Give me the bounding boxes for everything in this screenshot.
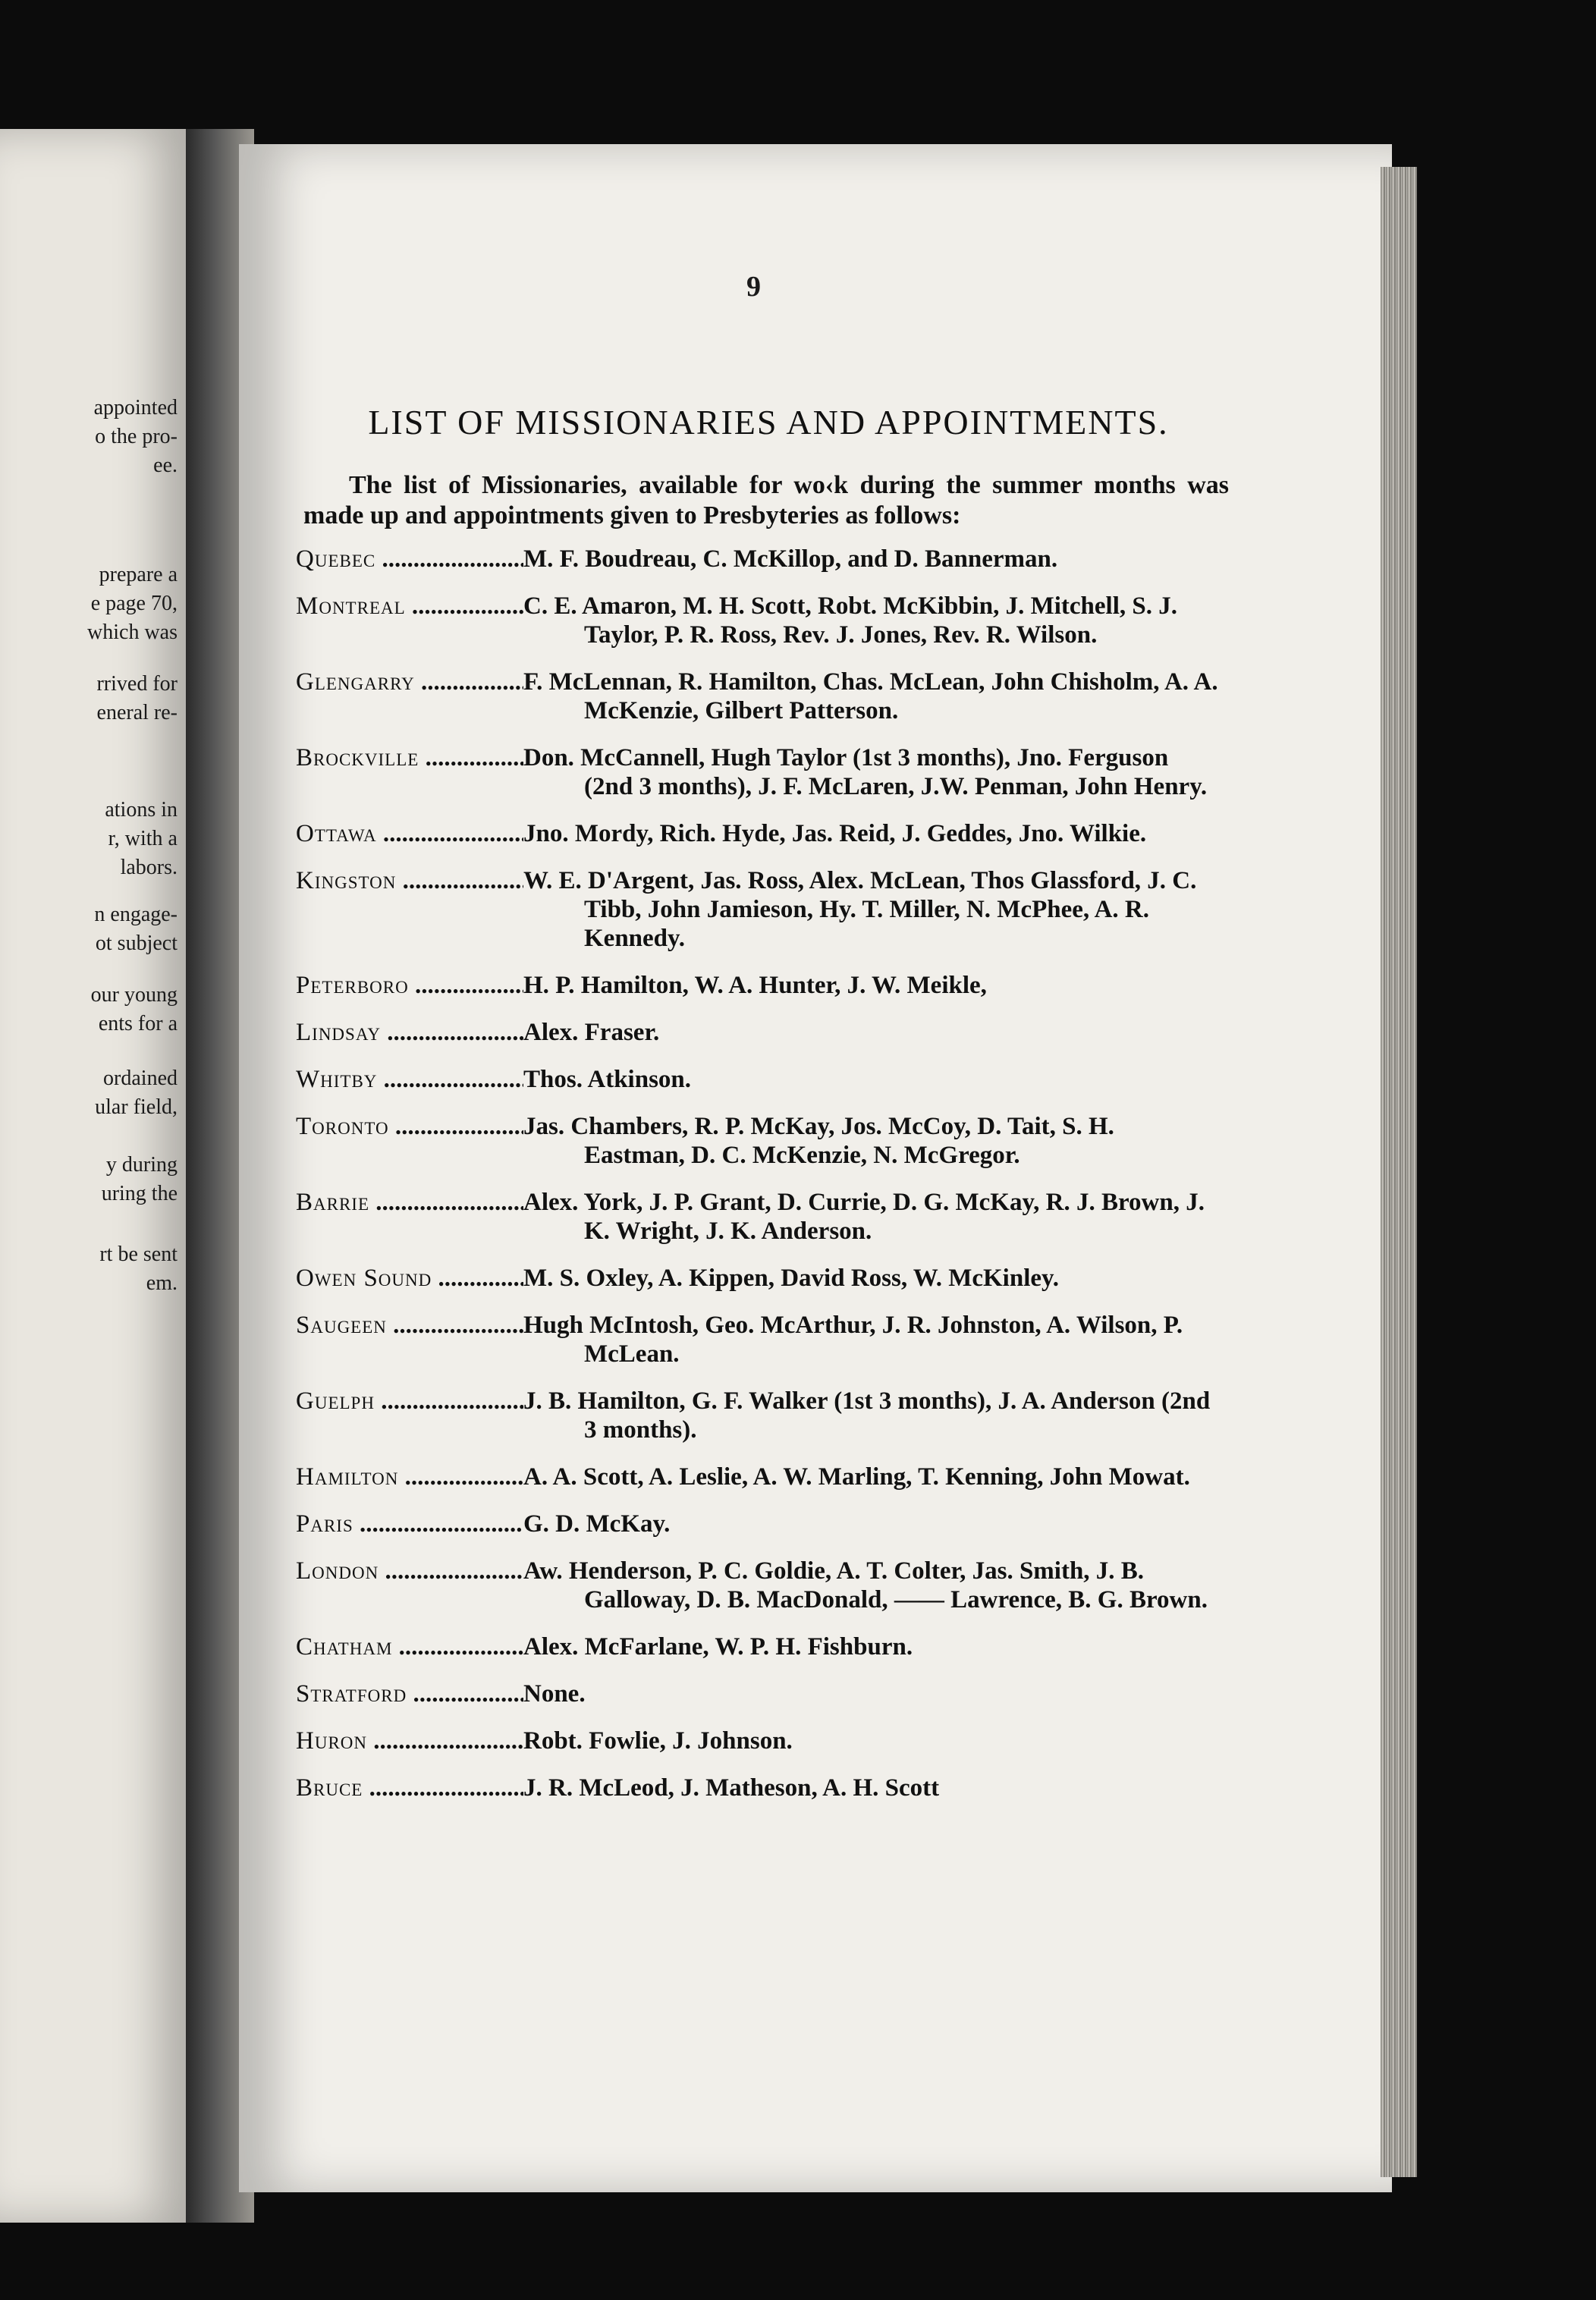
missionary-names: Don. McCannell, Hugh Taylor (1st 3 months), Jno. Ferguson (2nd 3 months), J. F. McLaren, J.W. Penman, John Henry. (523, 744, 1208, 800)
presbytery-name: Peterboro ..... (296, 971, 523, 1000)
left-page (0, 129, 190, 2223)
list-item (296, 1679, 1221, 1708)
list-item (296, 866, 1221, 953)
left-page-text: r, with a (108, 827, 178, 850)
presbytery-name: Chatham ..... (296, 1632, 523, 1661)
list-item (296, 1632, 1221, 1661)
list-item (296, 1510, 1221, 1538)
list-item (296, 1065, 1221, 1094)
left-page-text: e page 70, (90, 592, 178, 615)
list-item (296, 743, 1221, 801)
left-page-text: o the pro- (95, 425, 178, 448)
list-item (296, 1311, 1221, 1368)
presbytery-name: Glengarry ..... (296, 668, 523, 725)
presbytery-name: Saugeen ..... (296, 1311, 523, 1368)
missionary-names: A. A. Scott, A. Leslie, A. W. Marling, T. Kenning, John Mowat. (523, 1463, 1190, 1491)
left-page-text: ents for a (98, 1012, 178, 1035)
list-item (296, 1463, 1221, 1491)
list-item (296, 1774, 1221, 1802)
presbytery-name: Huron ..... (296, 1727, 523, 1755)
missionary-names: J. B. Hamilton, G. F. Walker (1st 3 months), J. A. Anderson (2nd 3 months). (523, 1387, 1211, 1444)
page-heading: LIST OF MISSIONARIES AND APPOINTMENTS. (368, 403, 1169, 441)
intro-paragraph: The list of Missionaries, available for wo‹k during the summer months was made up and appointments given to Presbyteries as follows: (303, 471, 1229, 529)
left-page-text: y during (105, 1153, 178, 1177)
left-page-text: appointed (93, 396, 178, 419)
presbytery-name: Paris ..... (296, 1510, 523, 1538)
presbytery-name: Whitby ..... (296, 1065, 523, 1094)
presbytery-name: Owen Sound ..... (296, 1264, 523, 1293)
missionary-names: Robt. Fowlie, J. Johnson. (523, 1727, 793, 1755)
presbytery-name: Bruce ..... (296, 1774, 523, 1802)
list-item (296, 819, 1221, 848)
presbytery-name: London ..... (296, 1557, 523, 1614)
list-item (296, 592, 1221, 649)
left-page-text: n engage- (94, 903, 178, 926)
left-page-text: ee. (153, 454, 178, 477)
presbytery-name: Stratford ..... (296, 1679, 523, 1708)
left-page-text: ular field, (95, 1095, 178, 1119)
presbytery-name: Guelph ..... (296, 1387, 523, 1444)
missionary-names: Alex. York, J. P. Grant, D. Currie, D. G. McKay, R. J. Brown, J. K. Wright, J. K. Anderson. (523, 1189, 1205, 1245)
missionary-names: Alex. Fraser. (523, 1019, 660, 1046)
list-item (296, 1727, 1221, 1755)
presbytery-name: Brockville ..... (296, 743, 523, 801)
missionary-names: None. (523, 1680, 586, 1708)
missionary-names: G. D. McKay. (523, 1510, 671, 1538)
missionary-names: H. P. Hamilton, W. A. Hunter, J. W. Meikle, (523, 972, 987, 999)
left-page-text: em. (146, 1271, 178, 1295)
list-item (296, 1018, 1221, 1047)
presbytery-name: Ottawa ..... (296, 819, 523, 848)
presbytery-name: Barrie ..... (296, 1188, 523, 1246)
page-number: 9 (746, 271, 761, 303)
list-item (296, 668, 1221, 725)
page-edges (1381, 167, 1417, 2177)
left-page-text: rrived for (96, 672, 178, 696)
missionary-names: M. F. Boudreau, C. McKillop, and D. Bannerman. (523, 545, 1058, 573)
missionary-names: Thos. Atkinson. (523, 1066, 692, 1093)
left-page-text: ordained (103, 1067, 178, 1090)
left-page-text: eneral re- (96, 701, 178, 724)
left-page-text: rt be sent (99, 1243, 178, 1266)
left-page-text: ot subject (95, 932, 178, 955)
list-item (296, 1188, 1221, 1246)
missionary-names: C. E. Amaron, M. H. Scott, Robt. McKibbin, J. Mitchell, S. J. Taylor, P. R. Ross, Rev. J. Jones, Rev. R. Wilson. (523, 592, 1177, 649)
list-item (296, 545, 1221, 573)
left-page-text: labors. (120, 856, 178, 879)
missionary-names: Aw. Henderson, P. C. Goldie, A. T. Colter, Jas. Smith, J. B. Galloway, D. B. MacDonald, —— Lawrence, B. G. Brown. (523, 1557, 1208, 1613)
missionary-names: Hugh McIntosh, Geo. McArthur, J. R. Johnston, A. Wilson, P. McLean. (523, 1312, 1183, 1368)
missionary-names: Alex. McFarlane, W. P. H. Fishburn. (523, 1633, 913, 1661)
presbytery-name: Montreal ..... (296, 592, 523, 649)
left-page-text: our young (90, 983, 178, 1007)
list-item (296, 1387, 1221, 1444)
left-page-text: uring the (101, 1182, 178, 1205)
missionary-names: W. E. D'Argent, Jas. Ross, Alex. McLean, Thos Glassford, J. C. Tibb, John Jamieson, Hy. T. Miller, N. McPhee, A. R. Kennedy. (523, 867, 1197, 952)
list-item (296, 1557, 1221, 1614)
presbytery-name: Toronto ..... (296, 1112, 523, 1170)
list-item (296, 1112, 1221, 1170)
missionary-names: F. McLennan, R. Hamilton, Chas. McLean, John Chisholm, A. A. McKenzie, Gilbert Patterson. (523, 668, 1218, 724)
list-item (296, 1264, 1221, 1293)
presbytery-name: Kingston ..... (296, 866, 523, 953)
left-page-text: ations in (105, 798, 178, 822)
missionary-names: J. R. McLeod, J. Matheson, A. H. Scott (523, 1774, 940, 1802)
list-item (296, 971, 1221, 1000)
presbytery-name: Quebec ..... (296, 545, 523, 573)
missionary-names: Jas. Chambers, R. P. McKay, Jos. McCoy, D. Tait, S. H. Eastman, D. C. McKenzie, N. McGregor. (523, 1113, 1114, 1169)
left-page-text: prepare a (99, 563, 178, 586)
appointments-list (296, 545, 1221, 1821)
missionary-names: M. S. Oxley, A. Kippen, David Ross, W. McKinley. (523, 1265, 1059, 1292)
presbytery-name: Lindsay ..... (296, 1018, 523, 1047)
presbytery-name: Hamilton ..... (296, 1463, 523, 1491)
left-page-text: which was (87, 621, 178, 644)
missionary-names: Jno. Mordy, Rich. Hyde, Jas. Reid, J. Geddes, Jno. Wilkie. (523, 820, 1147, 847)
